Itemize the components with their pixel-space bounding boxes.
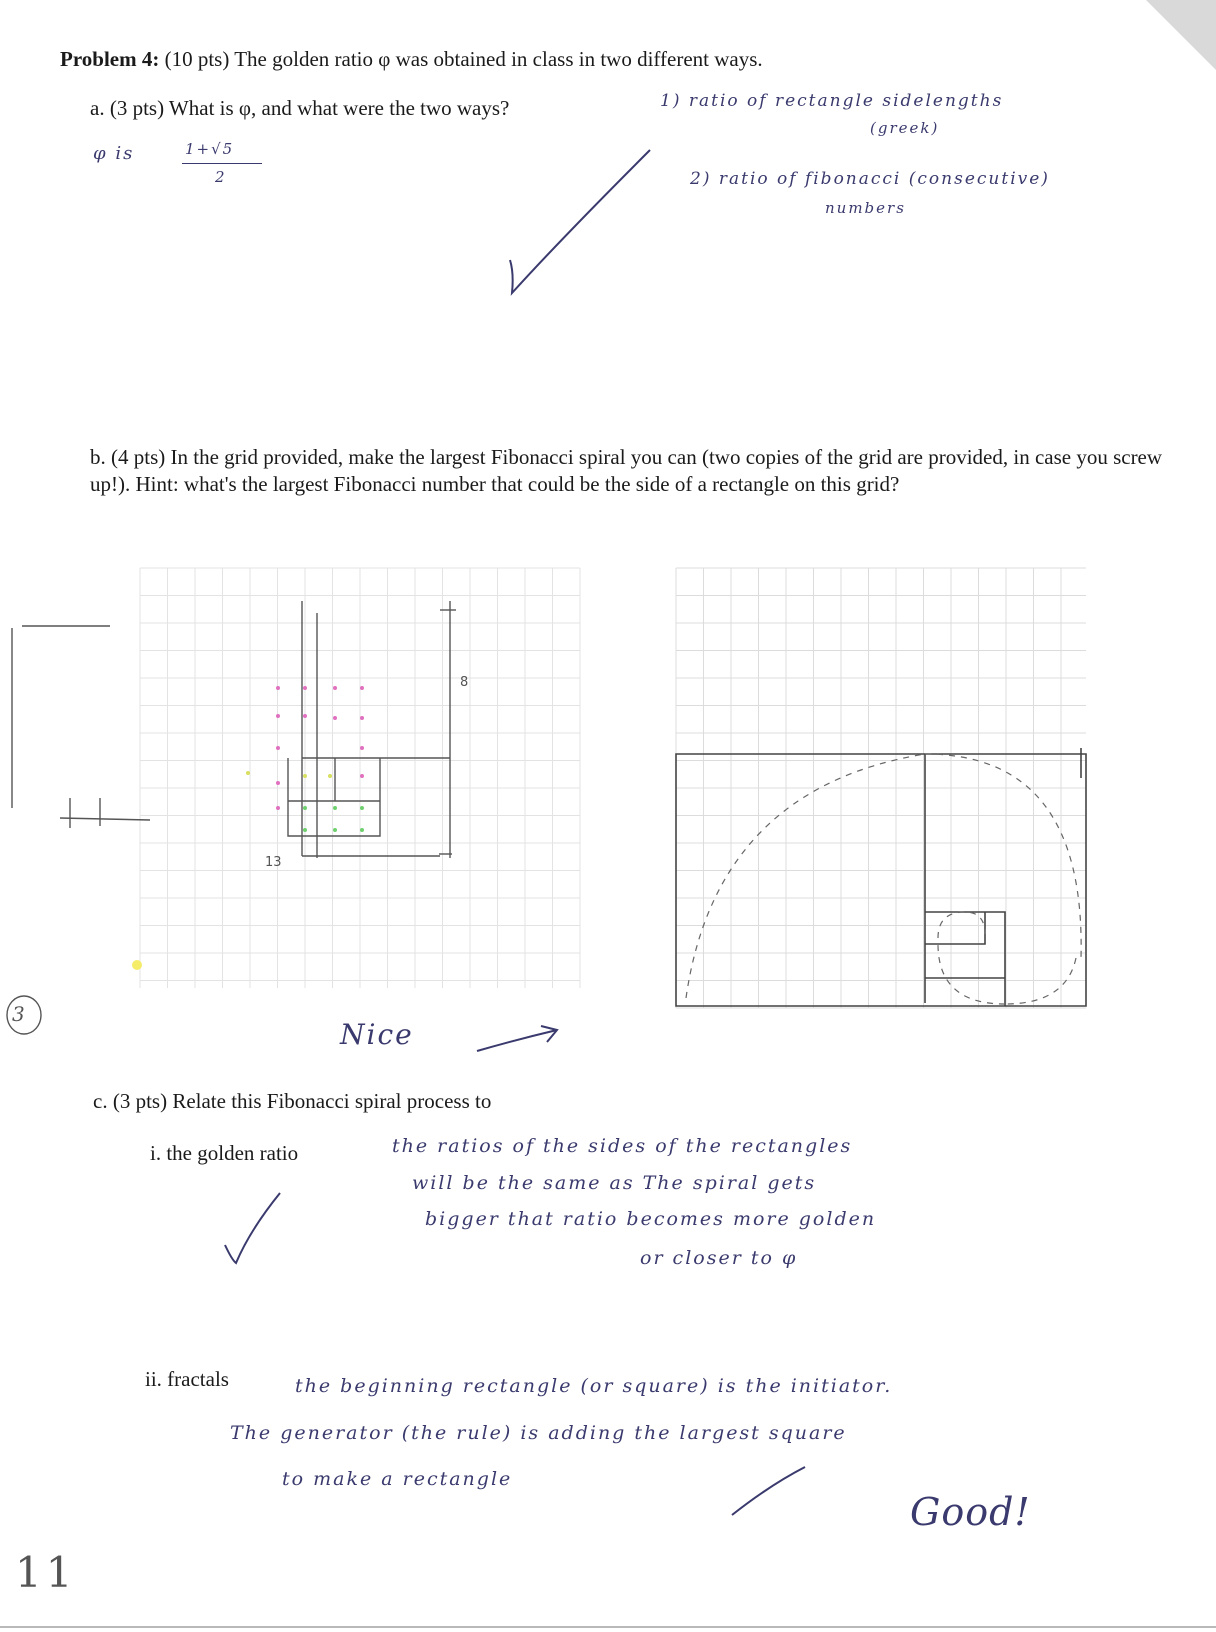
checkmark-c-i-icon xyxy=(220,1185,290,1265)
phi-numerator: 1+√5 xyxy=(185,140,235,158)
item-i-answer-line4: or closer to φ xyxy=(640,1247,798,1269)
page-bottom-edge xyxy=(0,1626,1216,1628)
part-c-question: c. (3 pts) Relate this Fibonacci spiral process to xyxy=(93,1089,492,1113)
item-i-answer-line1: the ratios of the sides of the rectangles xyxy=(392,1135,853,1157)
phi-denominator: 2 xyxy=(215,168,227,186)
phi-label: φ is xyxy=(93,143,135,164)
problem-intro: (10 pts) The golden ratio φ was obtained in class in two different ways. xyxy=(164,47,763,71)
part-b-question xyxy=(90,444,1190,499)
problem-heading: Problem 4: xyxy=(60,47,160,71)
way2-line2: numbers xyxy=(825,199,906,217)
checkmark-a-icon xyxy=(500,145,680,305)
item-ii-answer-line3: to make a rectangle xyxy=(282,1468,513,1490)
total-score: 11 xyxy=(15,1548,77,1597)
part-b-score: 3 xyxy=(12,1002,25,1026)
part-c-comment: Good! xyxy=(910,1490,1031,1534)
way2-line1: 2) ratio of fibonacci (consecutive) xyxy=(690,169,1050,189)
part-a-question: a. (3 pts) What is φ, and what were the two ways? xyxy=(90,96,510,120)
grid-label-13: 13 xyxy=(265,855,282,870)
grid-left xyxy=(140,568,580,988)
item-i-answer-line2: will be the same as The spiral gets xyxy=(412,1172,817,1194)
part-c-item-ii: ii. fractals xyxy=(145,1367,229,1391)
arrow-right-icon xyxy=(475,1018,565,1058)
grid-right xyxy=(676,568,1096,1008)
way1-line2: (greek) xyxy=(870,119,940,137)
phi-fraction-bar xyxy=(182,163,262,164)
item-ii-answer-line2: The generator (the rule) is adding the largest square xyxy=(230,1422,847,1444)
item-ii-answer-line1: the beginning rectangle (or square) is the initiator. xyxy=(295,1375,893,1397)
scan-corner-shadow xyxy=(1146,0,1216,70)
checkmark-c-ii-icon xyxy=(730,1465,810,1525)
part-b-question-text: b. (4 pts) In the grid provided, make the largest Fibonacci spiral you can (two copies of the grid are provided, in case you screw up!). Hint: what's the largest Fibonacci number that could be the side of a rectangle on this grid? xyxy=(90,445,1163,497)
problem-header xyxy=(60,46,763,73)
item-i-answer-line3: bigger that ratio becomes more golden xyxy=(425,1208,877,1230)
part-b-comment: Nice xyxy=(340,1018,414,1051)
grid-label-8: 8 xyxy=(460,675,469,690)
part-c-item-i: i. the golden ratio xyxy=(150,1141,299,1165)
way1-line1: 1) ratio of rectangle sidelengths xyxy=(660,91,1004,111)
